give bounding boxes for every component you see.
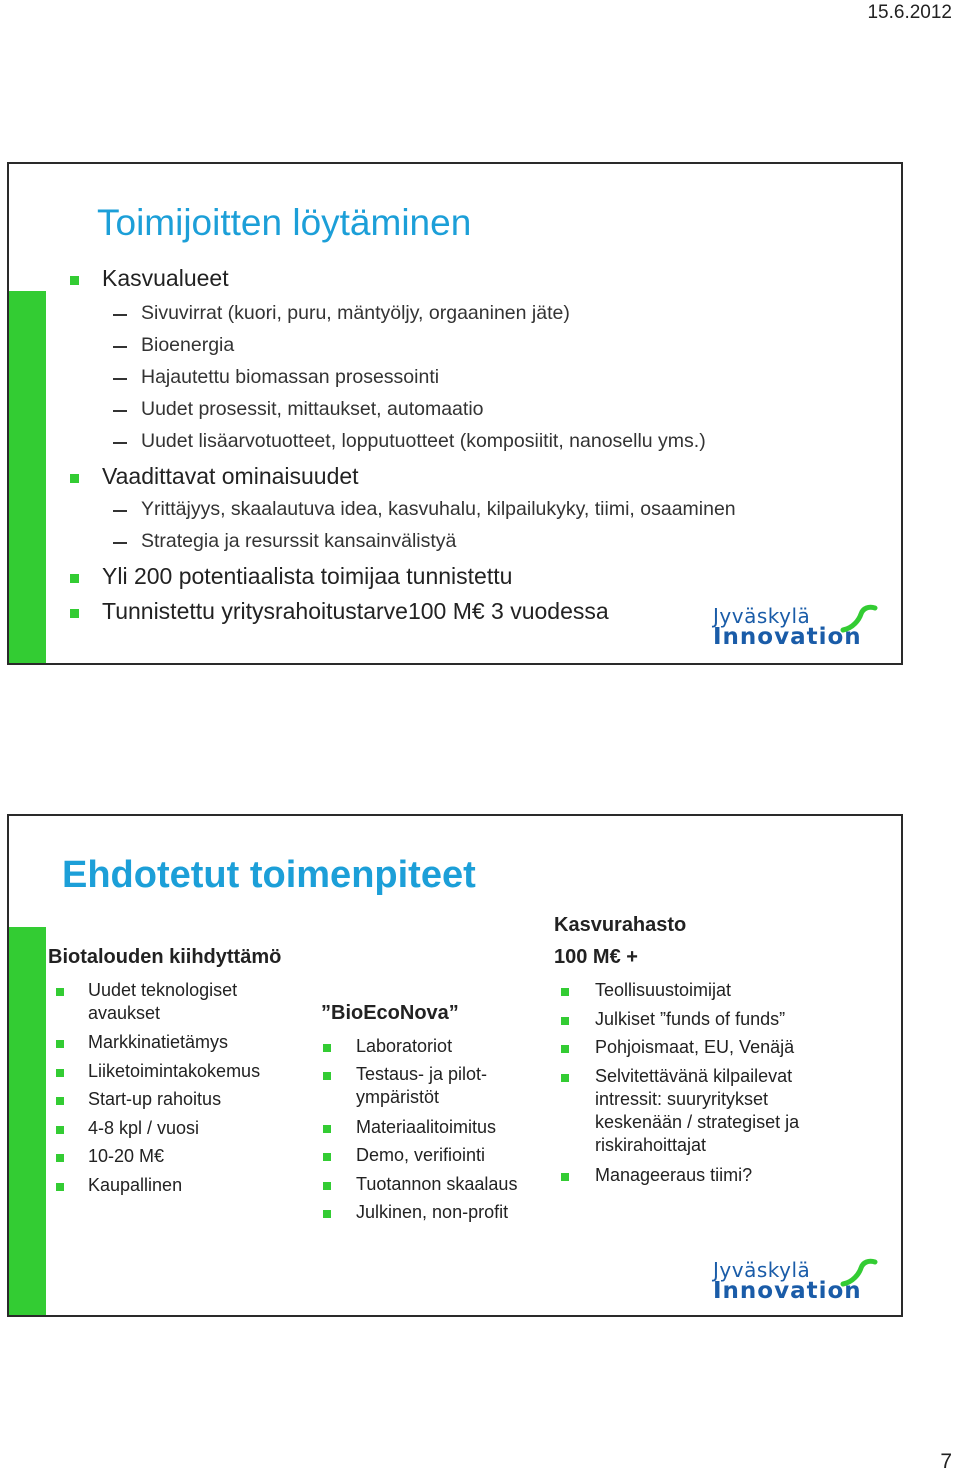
sub-bullet-text: Uudet prosessit, mittaukset, automaatio [141, 398, 484, 420]
bullet-text: Vaadittavat ominaisuudet [102, 463, 359, 489]
logo-swoosh-icon [839, 1258, 879, 1288]
dash-icon [113, 346, 127, 348]
bullet-icon [70, 474, 79, 483]
col1-item: Markkinatietämys [88, 1032, 229, 1052]
col1-item: 10-20 M€ [88, 1146, 165, 1166]
bullet-icon [323, 1044, 331, 1052]
col1-item: Uudet teknologiset avaukset [88, 980, 238, 1023]
bullet-icon [70, 609, 79, 618]
sub-bullet-text: Bioenergia [141, 334, 235, 356]
logo-swoosh-icon [839, 604, 879, 634]
dash-icon [113, 378, 127, 380]
bullet-icon [56, 1183, 64, 1191]
bullet-icon [561, 1074, 569, 1082]
bullet-icon [323, 1125, 331, 1133]
bullet-text: Kasvualueet [102, 265, 229, 291]
sub-bullet-text: Uudet lisäarvotuotteet, lopputuotteet (komposiitit, nanosellu yms.) [141, 430, 706, 452]
slide-toimijoitten-loytaminen [7, 162, 903, 665]
col2-item: Testaus- ja pilot-ympäristöt [356, 1064, 488, 1107]
logo-line2: Innovation [713, 1278, 862, 1304]
logo-line1: Jyväskylä [713, 604, 811, 628]
bullet-icon [70, 276, 79, 285]
col1-item: Kaupallinen [88, 1175, 183, 1195]
slide-accent-stripe [9, 291, 46, 663]
dash-icon [113, 410, 127, 412]
col3-item: Pohjoismaat, EU, Venäjä [595, 1037, 795, 1057]
bullet-text: Yli 200 potentiaalista toimijaa tunnistettu [102, 563, 513, 589]
col3-item: Selvitettävänä kilpailevat intressit: suuryritykset keskenään / strategiset ja riskirahoittajat [595, 1066, 800, 1155]
bullet-icon [56, 1154, 64, 1162]
bullet-icon [561, 1017, 569, 1025]
col1-item: Start-up rahoitus [88, 1089, 222, 1109]
bullet-icon [561, 988, 569, 996]
bullet-icon [323, 1153, 331, 1161]
bullet-icon [323, 1210, 331, 1218]
bullet-icon [561, 1045, 569, 1053]
bullet-icon [70, 574, 79, 583]
col1-item: Liiketoimintakokemus [88, 1061, 261, 1081]
col3-item: Teollisuustoimijat [595, 980, 732, 1000]
sub-bullet-text: Sivuvirrat (kuori, puru, mäntyöljy, orgaaninen jäte) [141, 302, 570, 324]
col2-item: Materiaalitoimitus [356, 1117, 497, 1137]
bullet-icon [323, 1182, 331, 1190]
page-number: 7 [940, 1450, 952, 1473]
col2-item: Laboratoriot [356, 1036, 453, 1056]
col2-item: Tuotannon skaalaus [356, 1174, 518, 1194]
bullet-icon [56, 988, 64, 996]
sub-bullet-text: Strategia ja resurssit kansainvälistyä [141, 530, 457, 552]
slide-accent-stripe [9, 927, 46, 1315]
bullet-icon [323, 1072, 331, 1080]
slide-ehdotetut-toimenpiteet [7, 814, 903, 1317]
slide-title: Ehdotetut toimenpiteet [62, 854, 476, 896]
col2-heading: ”BioEcoNova” [321, 1002, 459, 1024]
bullet-icon [561, 1173, 569, 1181]
col3-item: Manageeraus tiimi? [595, 1165, 753, 1185]
bullet-icon [56, 1126, 64, 1134]
col3-item: Julkiset ”funds of funds” [595, 1009, 786, 1029]
bullet-text: Tunnistettu yritysrahoitustarve100 M€ 3 vuodessa [102, 598, 609, 624]
dash-icon [113, 542, 127, 544]
jyvaskyla-innovation-logo [713, 1258, 881, 1306]
dash-icon [113, 314, 127, 316]
col3-heading-line2: 100 M€ + [554, 946, 638, 968]
dash-icon [113, 442, 127, 444]
col2-item: Demo, verifiointi [356, 1145, 486, 1165]
dash-icon [113, 510, 127, 512]
bullet-icon [56, 1069, 64, 1077]
sub-bullet-text: Hajautettu biomassan prosessointi [141, 366, 440, 388]
header-date: 15.6.2012 [867, 2, 952, 23]
sub-bullet-text: Yrittäjyys, skaalautuva idea, kasvuhalu, kilpailukyky, tiimi, osaaminen [141, 498, 736, 520]
bullet-icon [56, 1040, 64, 1048]
jyvaskyla-innovation-logo [713, 604, 881, 652]
col3-heading-line1: Kasvurahasto [554, 914, 687, 936]
col1-item: 4-8 kpl / vuosi [88, 1118, 200, 1138]
slide-title: Toimijoitten löytäminen [97, 202, 472, 243]
col2-item: Julkinen, non-profit [356, 1202, 509, 1222]
bullet-icon [56, 1097, 64, 1105]
col1-heading: Biotalouden kiihdyttämö [48, 946, 282, 968]
logo-line2: Innovation [713, 624, 862, 650]
logo-line1: Jyväskylä [713, 1258, 811, 1282]
